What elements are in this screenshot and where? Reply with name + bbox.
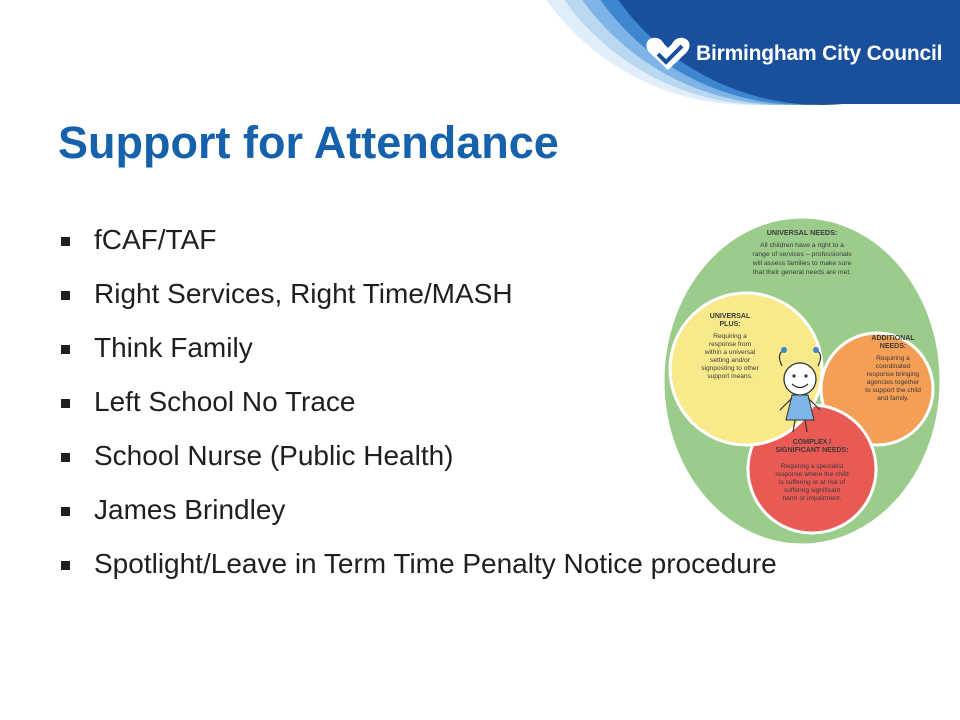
bullet-square-icon: [61, 291, 70, 300]
universal-line: will assess families to make sure: [752, 260, 852, 267]
complex-line: suffering significant: [783, 487, 841, 494]
universal-plus-line: signposting to other: [701, 365, 759, 372]
additional-line: response bringing: [866, 371, 920, 378]
additional-line: Requiring a: [876, 355, 910, 362]
universal-plus-line: within a universal: [704, 349, 756, 356]
additional-heading: NEEDS:: [879, 343, 907, 350]
list-item: [58, 548, 854, 580]
universal-plus-line: setting and/or: [710, 357, 750, 364]
universal-plus-heading: PLUS:: [719, 321, 741, 328]
complex-heading: SIGNIFICANT NEEDS:: [775, 447, 849, 454]
council-name: Birmingham City Council: [696, 42, 943, 65]
additional-line: coordinated: [875, 363, 911, 370]
bullet-square-icon: [61, 399, 70, 408]
additional-heading: ADDITIONAL: [871, 335, 915, 342]
heart-logo-icon: [644, 36, 692, 72]
bullet-text: Right Services, Right Time/MASH: [94, 278, 513, 309]
additional-line: to support the child: [865, 387, 921, 394]
page-title: Support for Attendance: [58, 117, 559, 168]
complex-line: Requiring a specialist: [780, 463, 844, 470]
universal-plus-line: response from: [708, 341, 752, 348]
universal-line: range of services – professionals: [752, 251, 852, 258]
bullet-text: fCAF/TAF: [94, 224, 217, 255]
additional-line: and family.: [877, 395, 909, 402]
universal-plus-line: Requiring a: [713, 333, 747, 340]
bullet-text: Spotlight/Leave in Term Time Penalty Notice procedure: [94, 548, 777, 579]
needs-diagram: [660, 214, 944, 548]
universal-plus-heading: UNIVERSAL: [709, 313, 751, 320]
bullet-square-icon: [61, 453, 70, 462]
additional-line: agencies together: [866, 379, 920, 386]
universal-plus-line: support means.: [707, 373, 753, 380]
bullet-text: School Nurse (Public Health): [94, 440, 454, 471]
bullet-square-icon: [61, 507, 70, 516]
council-logo[interactable]: [644, 36, 942, 72]
complex-line: response where the child: [775, 471, 849, 478]
universal-line: All children have a right to a: [760, 242, 844, 249]
universal-heading: UNIVERSAL NEEDS:: [766, 228, 838, 237]
complex-heading: COMPLEX /: [792, 439, 832, 446]
bullet-square-icon: [61, 345, 70, 354]
complex-line: harm or impairment.: [782, 495, 842, 502]
bullet-text: James Brindley: [94, 494, 286, 525]
universal-line: that their general needs are met.: [752, 269, 852, 276]
complex-line: is suffering or at risk of: [778, 479, 846, 486]
bullet-text: Think Family: [94, 332, 253, 363]
bullet-text: Left School No Trace: [94, 386, 356, 417]
bullet-square-icon: [61, 561, 70, 570]
bullet-square-icon: [61, 237, 70, 246]
